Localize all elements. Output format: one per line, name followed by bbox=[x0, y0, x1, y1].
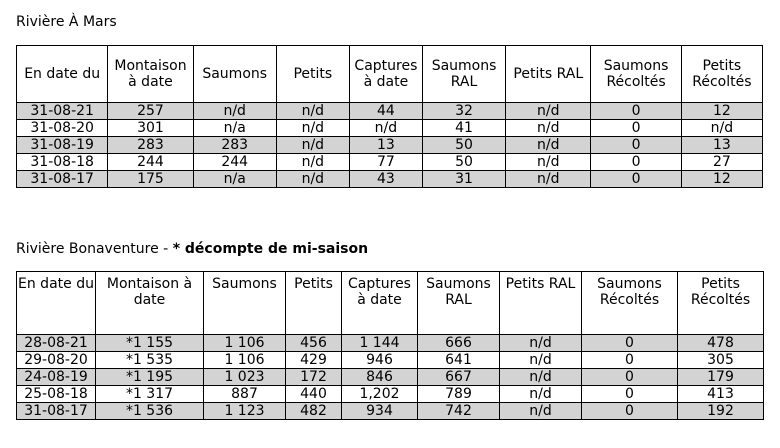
table-row bbox=[17, 103, 763, 120]
table-cell: n/d bbox=[506, 154, 591, 171]
table-cell: 641 bbox=[418, 352, 500, 369]
table-cell: 31-08-17 bbox=[17, 403, 96, 420]
table-cell: 301 bbox=[108, 120, 193, 137]
table-cell: 31-08-17 bbox=[17, 171, 108, 188]
table-cell: n/d bbox=[500, 352, 582, 369]
table-cell: n/d bbox=[276, 137, 349, 154]
table-cell: 0 bbox=[582, 352, 678, 369]
table-cell: 887 bbox=[204, 386, 286, 403]
table-cell: 846 bbox=[342, 369, 418, 386]
table-row bbox=[17, 137, 763, 154]
table-cell: 1 106 bbox=[204, 352, 286, 369]
column-header: Saumons Récoltés bbox=[591, 46, 681, 103]
column-header: En date du bbox=[17, 46, 108, 103]
table-cell: 429 bbox=[286, 352, 342, 369]
table-cell: n/d bbox=[506, 120, 591, 137]
table-cell: 31-08-19 bbox=[17, 137, 108, 154]
table-cell: n/d bbox=[506, 103, 591, 120]
table-cell: n/a bbox=[193, 171, 276, 188]
section-title-riviere-bonaventure bbox=[16, 241, 368, 257]
table-cell: 1,202 bbox=[342, 386, 418, 403]
table-cell: 456 bbox=[286, 335, 342, 352]
table-cell: n/d bbox=[681, 120, 762, 137]
table-cell: 0 bbox=[591, 120, 681, 137]
table-row bbox=[17, 352, 764, 369]
mid-season-note: * décompte de mi-saison bbox=[172, 241, 369, 257]
section-title-text: Rivière Bonaventure - bbox=[16, 241, 173, 257]
table-cell: 50 bbox=[422, 154, 505, 171]
column-header: Petits bbox=[286, 272, 342, 335]
table-row bbox=[17, 369, 764, 386]
table-row bbox=[17, 403, 764, 420]
table-cell: 31 bbox=[422, 171, 505, 188]
table-cell: 934 bbox=[342, 403, 418, 420]
table-cell: n/d bbox=[349, 120, 422, 137]
table-cell: 13 bbox=[681, 137, 762, 154]
table-row bbox=[17, 335, 764, 352]
table-row bbox=[17, 154, 763, 171]
column-header: Montaison à date bbox=[108, 46, 193, 103]
table-cell: 0 bbox=[582, 403, 678, 420]
table-cell: 29-08-20 bbox=[17, 352, 96, 369]
table-cell: 244 bbox=[108, 154, 193, 171]
column-header: Saumons RAL bbox=[422, 46, 505, 103]
table-row bbox=[17, 120, 763, 137]
table-riviere-bonaventure bbox=[16, 271, 764, 420]
table-cell: 31-08-20 bbox=[17, 120, 108, 137]
column-header: Saumons bbox=[204, 272, 286, 335]
table-cell: 742 bbox=[418, 403, 500, 420]
table-cell: 77 bbox=[349, 154, 422, 171]
table-cell: 27 bbox=[681, 154, 762, 171]
table-riviere-a-mars bbox=[16, 45, 763, 188]
column-header: Saumons RAL bbox=[418, 272, 500, 335]
table-cell: *1 535 bbox=[96, 352, 204, 369]
table-cell: 478 bbox=[678, 335, 764, 352]
column-header: En date du bbox=[17, 272, 96, 335]
table-cell: 192 bbox=[678, 403, 764, 420]
table-cell: 31-08-18 bbox=[17, 154, 108, 171]
table-cell: 482 bbox=[286, 403, 342, 420]
column-header: Montaison à date bbox=[96, 272, 204, 335]
table-cell: 0 bbox=[591, 154, 681, 171]
table-cell: 44 bbox=[349, 103, 422, 120]
table-cell: n/d bbox=[506, 137, 591, 154]
table-header-row bbox=[17, 46, 763, 103]
table-cell: 41 bbox=[422, 120, 505, 137]
table-cell: 28-08-21 bbox=[17, 335, 96, 352]
table-cell: 179 bbox=[678, 369, 764, 386]
table-cell: 305 bbox=[678, 352, 764, 369]
table-cell: n/d bbox=[500, 386, 582, 403]
column-header: Petits Récoltés bbox=[681, 46, 762, 103]
table-cell: *1 195 bbox=[96, 369, 204, 386]
table-cell: 0 bbox=[591, 103, 681, 120]
table-cell: 413 bbox=[678, 386, 764, 403]
column-header: Captures à date bbox=[349, 46, 422, 103]
table-cell: 0 bbox=[582, 386, 678, 403]
table-cell: n/d bbox=[193, 103, 276, 120]
table-cell: n/d bbox=[276, 120, 349, 137]
table-cell: 172 bbox=[286, 369, 342, 386]
column-header: Petits RAL bbox=[506, 46, 591, 103]
table-cell: 12 bbox=[681, 103, 762, 120]
table-cell: 0 bbox=[582, 369, 678, 386]
table-cell: *1 155 bbox=[96, 335, 204, 352]
table-cell: 1 123 bbox=[204, 403, 286, 420]
table-cell: 0 bbox=[591, 137, 681, 154]
table-header-row bbox=[17, 272, 764, 335]
table-cell: 946 bbox=[342, 352, 418, 369]
table-cell: 440 bbox=[286, 386, 342, 403]
table-cell: 667 bbox=[418, 369, 500, 386]
table-cell: 0 bbox=[582, 335, 678, 352]
table-cell: 283 bbox=[193, 137, 276, 154]
table-cell: 1 023 bbox=[204, 369, 286, 386]
table-cell: 666 bbox=[418, 335, 500, 352]
table-row bbox=[17, 171, 763, 188]
column-header: Petits Récoltés bbox=[678, 272, 764, 335]
table-cell: 175 bbox=[108, 171, 193, 188]
table-cell: 1 144 bbox=[342, 335, 418, 352]
table-cell: n/d bbox=[276, 103, 349, 120]
table-cell: n/d bbox=[500, 403, 582, 420]
table-cell: n/d bbox=[500, 335, 582, 352]
table-cell: 0 bbox=[591, 171, 681, 188]
table-cell: 12 bbox=[681, 171, 762, 188]
table-cell: 31-08-21 bbox=[17, 103, 108, 120]
table-cell: *1 536 bbox=[96, 403, 204, 420]
table-cell: 24-08-19 bbox=[17, 369, 96, 386]
column-header: Petits bbox=[276, 46, 349, 103]
table-cell: 257 bbox=[108, 103, 193, 120]
table-cell: 25-08-18 bbox=[17, 386, 96, 403]
table-cell: 32 bbox=[422, 103, 505, 120]
table-cell: n/a bbox=[193, 120, 276, 137]
table-cell: *1 317 bbox=[96, 386, 204, 403]
table-cell: 283 bbox=[108, 137, 193, 154]
table-row bbox=[17, 386, 764, 403]
table-cell: n/d bbox=[506, 171, 591, 188]
table-cell: 244 bbox=[193, 154, 276, 171]
table-cell: 50 bbox=[422, 137, 505, 154]
table-cell: n/d bbox=[276, 171, 349, 188]
column-header: Petits RAL bbox=[500, 272, 582, 335]
table-cell: 1 106 bbox=[204, 335, 286, 352]
table-cell: 789 bbox=[418, 386, 500, 403]
column-header: Saumons Récoltés bbox=[582, 272, 678, 335]
table-cell: n/d bbox=[500, 369, 582, 386]
table-cell: n/d bbox=[276, 154, 349, 171]
table-cell: 13 bbox=[349, 137, 422, 154]
column-header: Captures à date bbox=[342, 272, 418, 335]
column-header: Saumons bbox=[193, 46, 276, 103]
table-cell: 43 bbox=[349, 171, 422, 188]
section-title-riviere-a-mars: Rivière À Mars bbox=[16, 14, 117, 30]
